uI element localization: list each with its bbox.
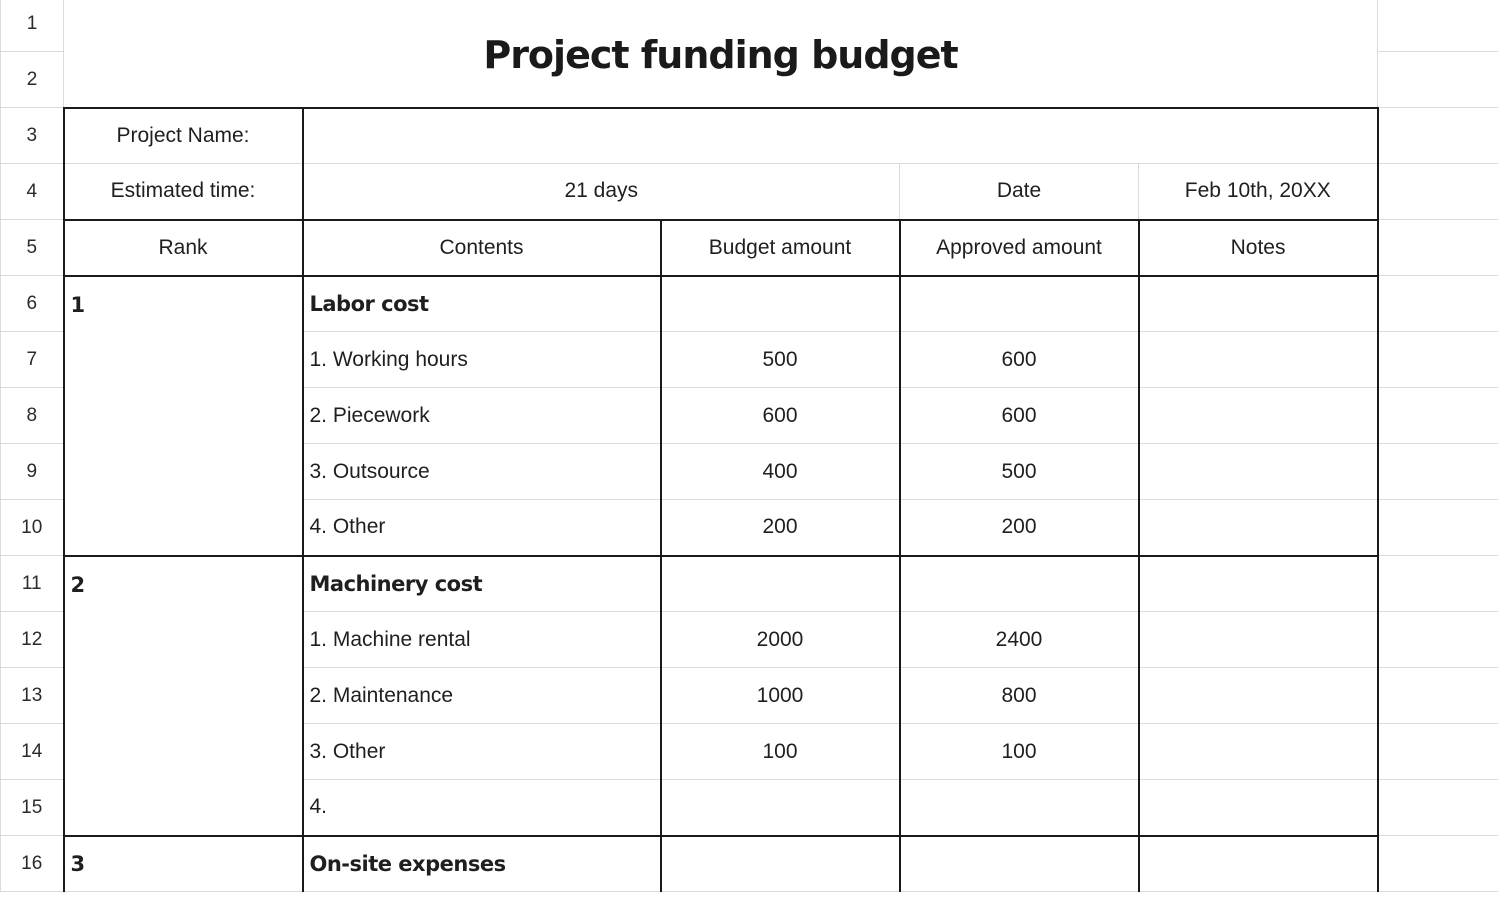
project-name-label[interactable]: Project Name: bbox=[64, 108, 303, 164]
item-contents[interactable]: 1. Working hours bbox=[303, 332, 661, 388]
row-number[interactable]: 12 bbox=[1, 612, 64, 668]
approved-cell[interactable]: 200 bbox=[900, 500, 1139, 556]
row-number[interactable]: 13 bbox=[1, 668, 64, 724]
cell[interactable] bbox=[1378, 0, 1498, 52]
cell[interactable] bbox=[1378, 724, 1498, 780]
budget-cell[interactable] bbox=[661, 780, 900, 836]
notes-cell[interactable] bbox=[1139, 332, 1378, 388]
date-label[interactable]: Date bbox=[900, 164, 1139, 220]
cell[interactable] bbox=[1378, 52, 1498, 108]
item-contents[interactable]: 1. Machine rental bbox=[303, 612, 661, 668]
row-number[interactable]: 14 bbox=[1, 724, 64, 780]
header-rank[interactable]: Rank bbox=[64, 220, 303, 276]
date-value[interactable]: Feb 10th, 20XX bbox=[1139, 164, 1378, 220]
notes-cell[interactable] bbox=[1139, 724, 1378, 780]
item-contents[interactable]: 3. Outsource bbox=[303, 444, 661, 500]
item-contents[interactable]: 4. Other bbox=[303, 500, 661, 556]
section-rank[interactable]: 3 bbox=[64, 836, 303, 892]
budget-cell[interactable] bbox=[661, 276, 900, 332]
sheet-row bbox=[1, 164, 1498, 220]
approved-cell[interactable]: 600 bbox=[900, 332, 1139, 388]
approved-cell[interactable] bbox=[900, 276, 1139, 332]
section-name[interactable]: On-site expenses bbox=[303, 836, 661, 892]
cell[interactable] bbox=[1378, 108, 1498, 164]
row-number[interactable]: 6 bbox=[1, 276, 64, 332]
notes-cell[interactable] bbox=[1139, 444, 1378, 500]
notes-cell[interactable] bbox=[1139, 612, 1378, 668]
row-number[interactable]: 11 bbox=[1, 556, 64, 612]
budget-cell[interactable] bbox=[661, 836, 900, 892]
row-number[interactable]: 3 bbox=[1, 108, 64, 164]
section-row bbox=[1, 556, 1498, 612]
approved-cell[interactable]: 2400 bbox=[900, 612, 1139, 668]
estimated-time-value[interactable]: 21 days bbox=[303, 164, 900, 220]
project-name-value[interactable] bbox=[303, 108, 1378, 164]
budget-cell[interactable] bbox=[661, 556, 900, 612]
row-number[interactable]: 16 bbox=[1, 836, 64, 892]
sheet-row bbox=[1, 0, 1498, 52]
page-title[interactable]: Project funding budget bbox=[64, 0, 1378, 108]
approved-cell[interactable]: 100 bbox=[900, 724, 1139, 780]
budget-cell[interactable]: 200 bbox=[661, 500, 900, 556]
header-contents[interactable]: Contents bbox=[303, 220, 661, 276]
cell[interactable] bbox=[1378, 556, 1498, 612]
sheet-row bbox=[1, 108, 1498, 164]
row-number[interactable]: 7 bbox=[1, 332, 64, 388]
header-row bbox=[1, 220, 1498, 276]
cell[interactable] bbox=[1378, 220, 1498, 276]
row-number[interactable]: 8 bbox=[1, 388, 64, 444]
cell[interactable] bbox=[1378, 444, 1498, 500]
header-notes[interactable]: Notes bbox=[1139, 220, 1378, 276]
item-contents[interactable]: 3. Other bbox=[303, 724, 661, 780]
cell[interactable] bbox=[1378, 668, 1498, 724]
row-number[interactable]: 5 bbox=[1, 220, 64, 276]
cell[interactable] bbox=[1378, 780, 1498, 836]
row-number[interactable]: 9 bbox=[1, 444, 64, 500]
budget-cell[interactable]: 1000 bbox=[661, 668, 900, 724]
notes-cell[interactable] bbox=[1139, 836, 1378, 892]
budget-cell[interactable]: 600 bbox=[661, 388, 900, 444]
section-rank[interactable]: 2 bbox=[64, 556, 303, 836]
row-number[interactable]: 2 bbox=[1, 52, 64, 108]
notes-cell[interactable] bbox=[1139, 276, 1378, 332]
row-number[interactable]: 4 bbox=[1, 164, 64, 220]
row-number[interactable]: 1 bbox=[1, 0, 64, 52]
notes-cell[interactable] bbox=[1139, 388, 1378, 444]
row-number[interactable]: 10 bbox=[1, 500, 64, 556]
notes-cell[interactable] bbox=[1139, 556, 1378, 612]
estimated-time-label[interactable]: Estimated time: bbox=[64, 164, 303, 220]
header-budget-amount[interactable]: Budget amount bbox=[661, 220, 900, 276]
budget-cell[interactable]: 400 bbox=[661, 444, 900, 500]
approved-cell[interactable] bbox=[900, 836, 1139, 892]
header-approved-amount[interactable]: Approved amount bbox=[900, 220, 1139, 276]
approved-cell[interactable] bbox=[900, 780, 1139, 836]
approved-cell[interactable]: 800 bbox=[900, 668, 1139, 724]
section-rank[interactable]: 1 bbox=[64, 276, 303, 556]
item-contents[interactable]: 2. Maintenance bbox=[303, 668, 661, 724]
budget-cell[interactable]: 500 bbox=[661, 332, 900, 388]
section-row bbox=[1, 276, 1498, 332]
cell[interactable] bbox=[1378, 276, 1498, 332]
cell[interactable] bbox=[1378, 164, 1498, 220]
budget-cell[interactable]: 100 bbox=[661, 724, 900, 780]
item-contents[interactable]: 2. Piecework bbox=[303, 388, 661, 444]
cell[interactable] bbox=[1378, 500, 1498, 556]
approved-cell[interactable]: 500 bbox=[900, 444, 1139, 500]
cell[interactable] bbox=[1378, 612, 1498, 668]
notes-cell[interactable] bbox=[1139, 780, 1378, 836]
section-row bbox=[1, 836, 1498, 892]
cell[interactable] bbox=[1378, 388, 1498, 444]
notes-cell[interactable] bbox=[1139, 668, 1378, 724]
item-contents[interactable]: 4. bbox=[303, 780, 661, 836]
approved-cell[interactable] bbox=[900, 556, 1139, 612]
cell[interactable] bbox=[1378, 836, 1498, 892]
notes-cell[interactable] bbox=[1139, 500, 1378, 556]
section-name[interactable]: Labor cost bbox=[303, 276, 661, 332]
section-name[interactable]: Machinery cost bbox=[303, 556, 661, 612]
cell[interactable] bbox=[1378, 332, 1498, 388]
row-number[interactable]: 15 bbox=[1, 780, 64, 836]
budget-cell[interactable]: 2000 bbox=[661, 612, 900, 668]
approved-cell[interactable]: 600 bbox=[900, 388, 1139, 444]
